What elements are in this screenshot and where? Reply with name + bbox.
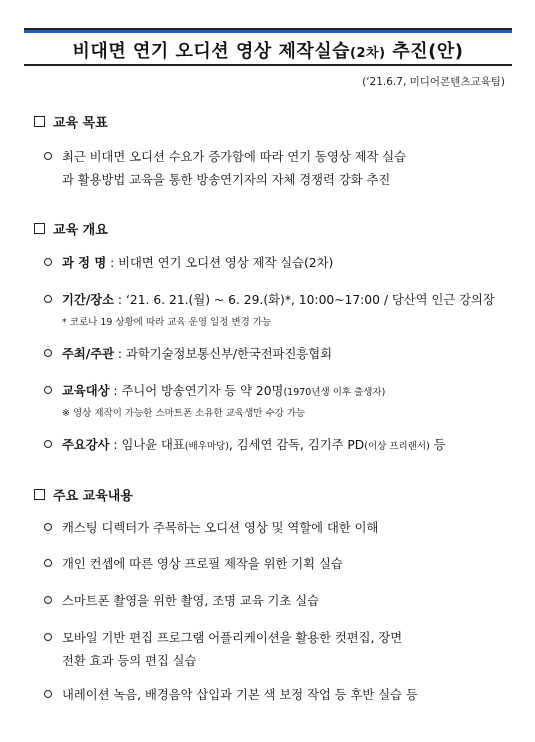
section-overview-title: 교육 개요 [53, 223, 108, 238]
content-item-4: 모바일 기반 편집 프로그램 어플리케이션을 활용한 컷편집, 장면 [62, 631, 403, 645]
section-goal-title: 교육 목표 [53, 116, 108, 131]
circle-bullet-icon [44, 559, 52, 567]
goal-line-2: 과 활용방법 교육을 통한 방송연기자의 자체 경쟁력 강화 추진 [62, 173, 391, 187]
title-tail: 추진(안) [385, 41, 464, 62]
instructor-a-affil: (배우마당) [184, 441, 229, 452]
section-goal-heading [34, 112, 108, 131]
content-item-4-cont: 전환 효과 등의 편집 실습 [62, 654, 197, 668]
content-item-3: 스마트폰 촬영을 위한 촬영, 조명 교육 기초 실습 [62, 594, 319, 608]
content-item-5: 내레이션 녹음, 배경음악 삽입과 기본 색 보정 작업 등 후반 실습 등 [62, 688, 418, 702]
section-content-title: 주요 교육내용 [53, 489, 133, 504]
goal-line-1: 최근 비대면 오디션 수요가 증가함에 따라 연기 동영상 제작 실습 [62, 150, 407, 164]
circle-bullet-icon [44, 523, 52, 531]
instructor-b: , 김세연 감독, 김기주 PD [228, 438, 365, 452]
content-item [44, 519, 378, 538]
circle-bullet-icon [44, 690, 52, 698]
checkbox-square-icon [34, 223, 45, 234]
content-item [44, 555, 343, 574]
period-label: 기간/장소 [62, 293, 115, 307]
period-value: : ‘21. 6. 21.(월) ~ 6. 29.(화)*, 10:00~17:00 / 당산역 인근 강의장 [114, 293, 495, 307]
section-content-heading [34, 485, 133, 504]
content-item-1: 캐스팅 디렉터가 주목하는 오디션 영상 및 역할에 대한 이해 [62, 521, 379, 535]
content-item [44, 592, 319, 611]
overview-target [44, 382, 385, 402]
instructor-label: 주요강사 [62, 438, 110, 452]
checkbox-square-icon [34, 116, 45, 127]
circle-bullet-icon [44, 633, 52, 641]
title-bar [24, 28, 512, 66]
page-title [24, 37, 512, 63]
course-label: 과 정 명 [62, 256, 107, 270]
checkbox-square-icon [34, 489, 45, 500]
circle-bullet-icon [44, 258, 52, 266]
date-line: (‘21.6.7, 미디어콘텐츠교육팀) [362, 76, 505, 88]
circle-bullet-icon [44, 349, 52, 357]
host-label: 주최/주관 [62, 347, 115, 361]
target-birth-note: (1970년생 이후 출생자) [283, 387, 386, 398]
circle-bullet-icon [44, 152, 52, 160]
content-item-2: 개인 컨셉에 따른 영상 프로필 제작을 위한 기획 실습 [62, 557, 343, 571]
circle-bullet-icon [44, 440, 52, 448]
overview-course [44, 254, 333, 273]
instructor-a: : 임나윤 대표 [109, 438, 185, 452]
target-note: ※ 영상 제작이 가능한 스마트폰 소유한 교육생만 수강 가능 [62, 408, 306, 419]
overview-period [44, 291, 495, 310]
goal-item [44, 148, 406, 167]
target-value: : 주니어 방송연기자 등 약 20명 [109, 384, 284, 398]
target-label: 교육대상 [62, 384, 110, 398]
overview-instructor [44, 436, 446, 456]
circle-bullet-icon [44, 596, 52, 604]
circle-bullet-icon [44, 295, 52, 303]
period-note: * 코로나 19 상황에 따라 교육 운영 일정 변경 가능 [62, 317, 272, 328]
instructor-b-affil: (이상 프리랜서) [364, 441, 430, 452]
circle-bullet-icon [44, 386, 52, 394]
course-value: : 비대면 연기 오디션 영상 제작 실습(2차) [106, 256, 334, 270]
section-overview-heading [34, 219, 108, 238]
content-item [44, 686, 418, 705]
overview-host [44, 345, 332, 364]
content-item [44, 629, 402, 648]
host-value: : 과학기술정보통신부/한국전파진흥협회 [114, 347, 333, 361]
title-accent-line [24, 30, 512, 33]
title-main: 비대면 연기 오디션 영상 제작실습 [72, 41, 351, 62]
instructor-c: 등 [429, 438, 446, 452]
title-round: (2차) [350, 46, 386, 61]
